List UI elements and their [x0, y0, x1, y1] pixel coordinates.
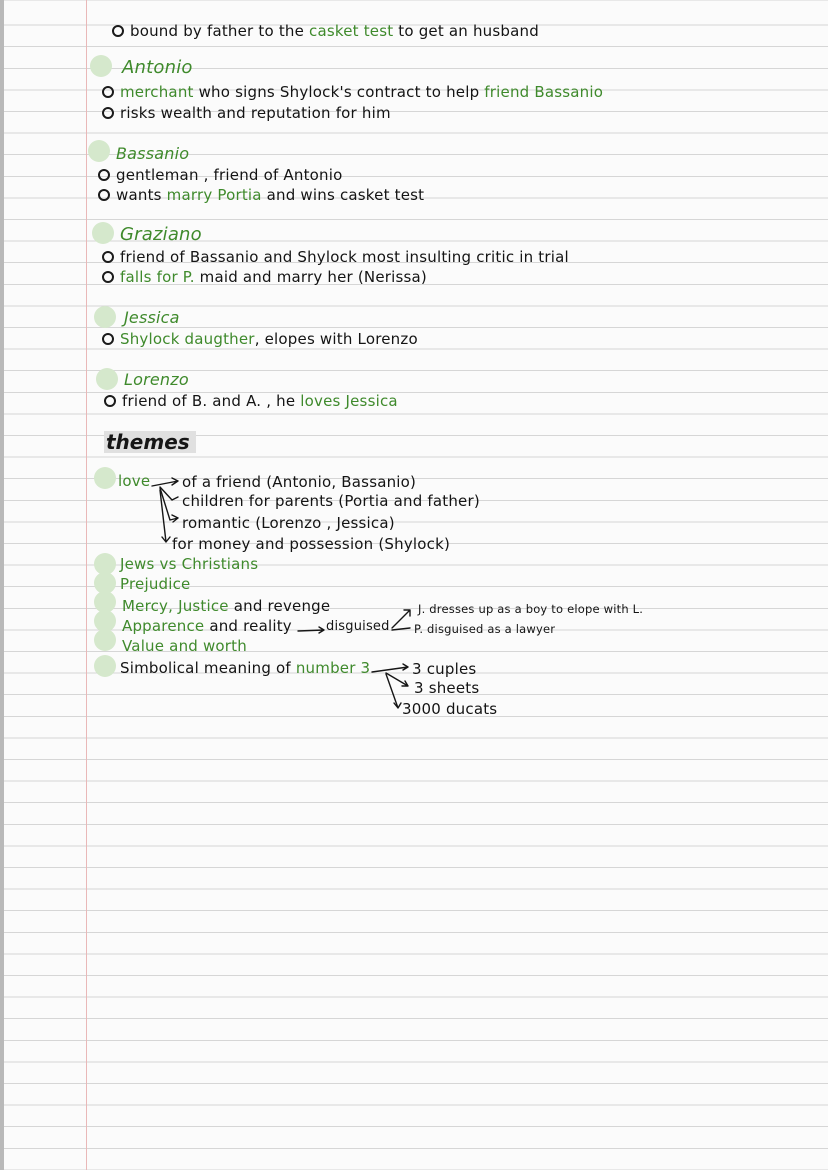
- intro-rest: to get an husband: [398, 22, 539, 40]
- bassanio-text: gentleman , friend of Antonio: [116, 166, 343, 184]
- bassanio-marry: marry Portia: [166, 186, 262, 204]
- character-name-lorenzo: Lorenzo: [124, 370, 189, 389]
- theme-value-word: Value: [122, 637, 165, 655]
- intro-casket-test: casket test: [309, 22, 394, 40]
- antonio-role: merchant: [120, 83, 194, 101]
- theme-mercy-justice: Mercy, Justice: [122, 597, 229, 615]
- theme-disguised: disguised: [326, 619, 390, 634]
- love-item-friend: of a friend (Antonio, Bassanio): [182, 473, 417, 491]
- graziano-maid: maid and marry her (Nerissa): [194, 268, 427, 286]
- arrow-icon: [392, 628, 410, 630]
- disguised-portia: P. disguised as a lawyer: [414, 622, 556, 636]
- love-item-money: for money and possession (Shylock): [172, 535, 451, 553]
- number3-sheets: 3 sheets: [414, 679, 480, 697]
- intro-text: bound by father to the: [130, 22, 305, 40]
- themes-heading: themes: [104, 431, 196, 453]
- arrow-icon: [392, 610, 410, 628]
- disguised-jessica: J. dresses up as a boy to elope with L.: [418, 602, 644, 616]
- theme-reality: and reality: [204, 617, 292, 635]
- number3-cuples: 3 cuples: [412, 660, 477, 678]
- lorenzo-loves: loves Jessica: [300, 392, 398, 410]
- character-name-bassanio: Bassanio: [116, 144, 190, 163]
- theme-number-3: number 3: [295, 659, 371, 677]
- theme-symbolic: Simbolical meaning of: [120, 659, 296, 677]
- bassanio-wins: and wins casket test: [261, 186, 425, 204]
- theme-prejudice: Prejudice: [120, 575, 191, 593]
- antonio-risk-text: risks wealth and reputation for him: [120, 104, 391, 122]
- number3-ducats: 3000 ducats: [402, 700, 498, 718]
- bassanio-wants: wants: [116, 186, 167, 204]
- arrow-icon: [386, 674, 401, 708]
- theme-jews: Jews vs: [120, 555, 182, 573]
- graziano-text: friend of Bassanio and Shylock most insulting critic in trial: [120, 248, 569, 266]
- character-name-jessica: Jessica: [124, 308, 180, 327]
- jessica-elopes: , elopes with Lorenzo: [254, 330, 418, 348]
- antonio-text: who signs Shylock's contract to help: [193, 83, 485, 101]
- character-name-graziano: Graziano: [120, 224, 202, 245]
- theme-worth: and worth: [164, 637, 247, 655]
- character-name-antonio: Antonio: [122, 57, 193, 78]
- love-item-parents: children for parents (Portia and father): [182, 492, 480, 510]
- arrow-icon: [372, 664, 408, 672]
- theme-christians: Christians: [181, 555, 259, 573]
- antonio-friend: friend Bassanio: [484, 83, 604, 101]
- arrow-icon: [152, 478, 178, 486]
- theme-revenge: and revenge: [228, 597, 331, 615]
- arrow-icon: [298, 627, 324, 633]
- lorenzo-text: friend of B. and A. , he: [122, 392, 301, 410]
- theme-apparence-word: Apparence: [122, 617, 205, 635]
- theme-love: love: [118, 472, 151, 490]
- jessica-daughter: Shylock daugther: [120, 330, 255, 348]
- love-item-romantic: romantic (Lorenzo , Jessica): [182, 514, 395, 532]
- graziano-falls: falls for P.: [120, 268, 195, 286]
